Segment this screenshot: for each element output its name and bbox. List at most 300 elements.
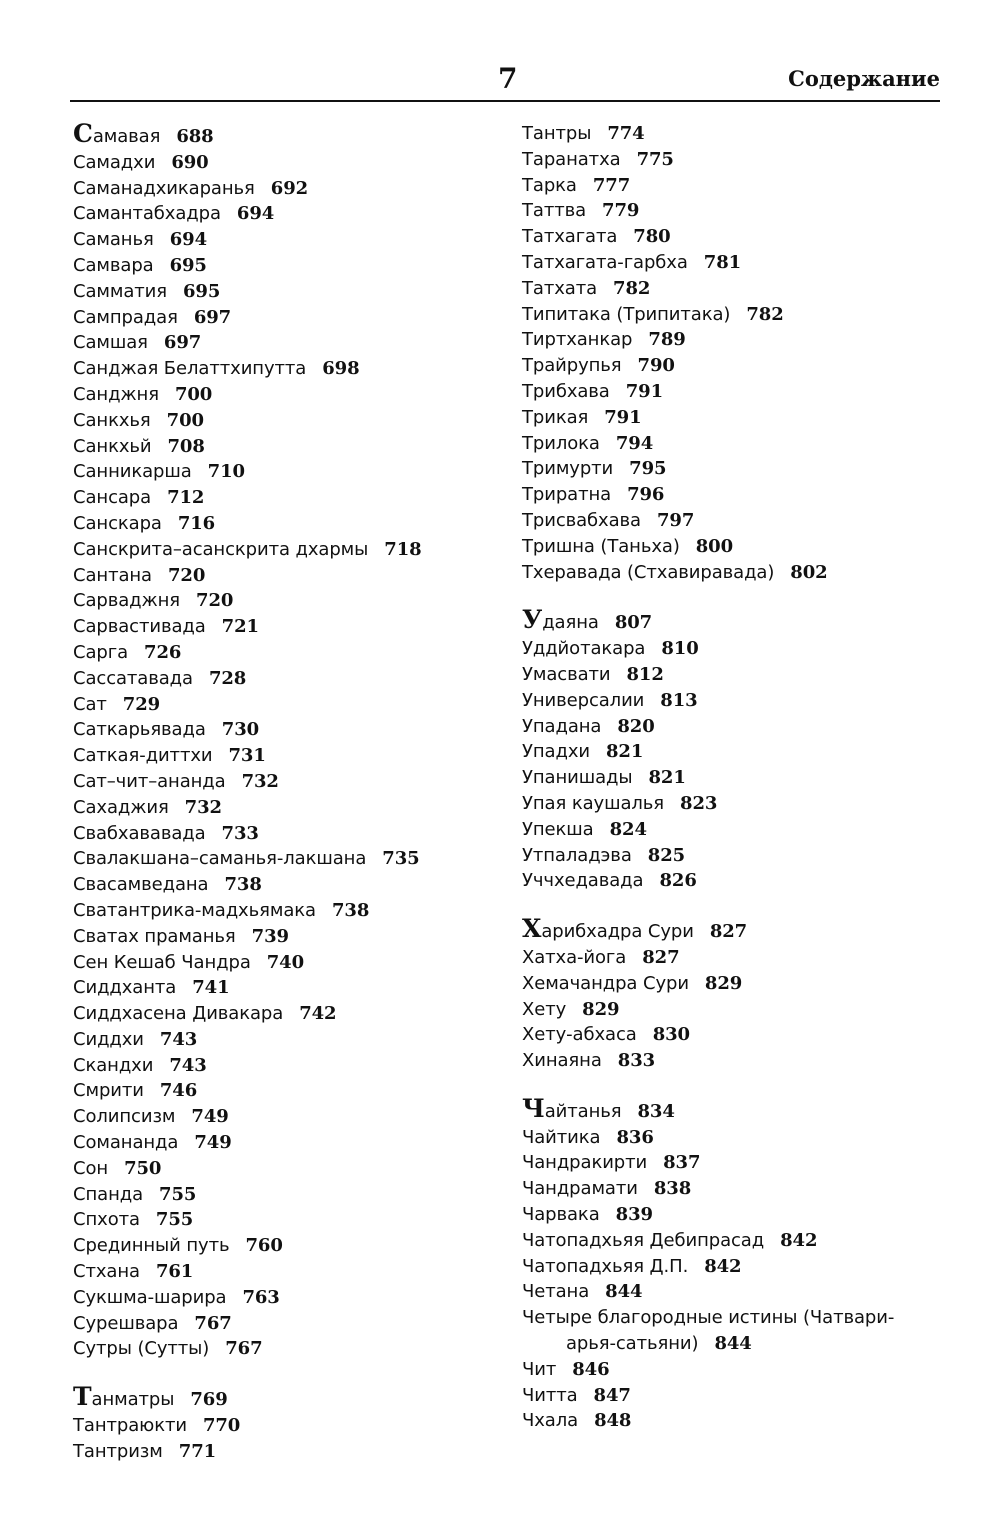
entry-page-number: 826 (659, 870, 697, 892)
index-entry (73, 1285, 493, 1311)
entry-page-number: 738 (331, 899, 370, 921)
entry-term: Хету (522, 998, 567, 1020)
entry-term: Самантабхадра (73, 203, 221, 225)
entry-page-number: 838 (653, 1178, 692, 1200)
entry-page-number: 700 (174, 383, 213, 405)
entry-page-number: 842 (780, 1229, 818, 1251)
entry-page-number: 742 (299, 1003, 337, 1025)
index-entry (73, 1336, 493, 1362)
index-entry (73, 305, 493, 331)
entry-term: Сат (73, 693, 107, 715)
index-entry (522, 714, 942, 740)
index-column-right (522, 121, 942, 1434)
entry-term: Сампрадая (73, 306, 178, 328)
index-entry (73, 150, 493, 176)
entry-page-number: 769 (190, 1389, 228, 1411)
entry-term: Сарвастивада (73, 616, 206, 638)
entry-term: Сассатавада (73, 667, 193, 689)
index-entry (73, 640, 493, 666)
entry-term: Тантризм (73, 1440, 163, 1462)
index-entry (522, 997, 942, 1023)
index-entry (522, 916, 942, 945)
index-entry (73, 1001, 493, 1027)
index-entry (73, 176, 493, 202)
index-entry (73, 769, 493, 795)
entry-term: Сарваджня (73, 590, 181, 612)
entry-term: Санкхьй (73, 435, 152, 457)
entry-page-number: 721 (221, 616, 259, 638)
entry-term: Четана (522, 1281, 590, 1303)
entry-page-number: 810 (661, 638, 699, 660)
entry-page-number: 763 (242, 1286, 280, 1308)
entry-term: Трилока (522, 432, 600, 454)
entry-page-number: 827 (642, 946, 680, 968)
entry-page-number: 847 (593, 1384, 631, 1406)
entry-term: Татхагата (522, 226, 618, 248)
entry-page-number: 710 (207, 461, 245, 483)
entry-page-number: 739 (251, 925, 289, 947)
entry-term: Сватантрика-мадхьямака (73, 899, 316, 921)
entry-page-number: 767 (225, 1338, 263, 1360)
entry-term: Чандракирти (522, 1152, 648, 1174)
entry-page-number: 844 (605, 1281, 643, 1303)
entry-page-number: 836 (616, 1126, 654, 1148)
entry-term: Таранатха (522, 148, 621, 170)
index-entry (522, 1150, 942, 1176)
index-entry (73, 408, 493, 434)
entry-page-number: 708 (167, 435, 205, 457)
entry-term: Санджая Белаттхипутта (73, 358, 307, 380)
entry-term: Тхеравада (Стхавиравада) (522, 561, 775, 583)
index-entry (522, 607, 942, 636)
index-entry (522, 534, 942, 560)
entry-term: Сукшма-шарира (73, 1286, 227, 1308)
index-entry (522, 817, 942, 843)
entry-page-number: 791 (604, 406, 642, 428)
entry-page-number: 741 (192, 977, 230, 999)
entry-page-number: 726 (144, 641, 182, 663)
entry-term: Сахаджия (73, 796, 169, 818)
entry-term: Спхота (73, 1209, 140, 1231)
index-column-left (73, 121, 493, 1465)
entry-page-number: 771 (178, 1440, 217, 1462)
index-entry (73, 1207, 493, 1233)
entry-term: Утпаладэва (522, 844, 632, 866)
entry-term: арья-сатьяни) (566, 1333, 699, 1355)
entry-term: Типитака (Трипитака) (522, 303, 731, 325)
entry-term: Саткарьявада (73, 719, 206, 741)
entry-term: Сарга (73, 641, 129, 663)
entry-term: Триратна (522, 484, 612, 506)
entry-term: Срединный путь (73, 1235, 230, 1257)
entry-term: Четыре благородные истины (Чатвари- (522, 1307, 895, 1329)
index-entry (522, 508, 942, 534)
entry-term: амавая (92, 126, 161, 147)
index-entry (522, 1228, 942, 1254)
index-entry (73, 1053, 493, 1079)
entry-term: Упадхи (522, 741, 590, 763)
entry-term: Упая каушалья (522, 792, 665, 814)
index-entry (73, 511, 493, 537)
running-header (70, 62, 940, 100)
entry-term: Трикая (522, 406, 589, 428)
entry-term: Солипсизм (73, 1106, 176, 1128)
entry-page-number: 740 (266, 951, 305, 973)
index-entry (73, 1233, 493, 1259)
index-entry (522, 1279, 942, 1305)
index-entry (73, 1259, 493, 1285)
entry-term: Чарвака (522, 1204, 600, 1226)
index-entry (522, 1331, 942, 1357)
entry-page-number: 807 (614, 612, 653, 634)
entry-term: Санникарша (73, 461, 192, 483)
entry-page-number: 720 (167, 564, 206, 586)
entry-term: Универсалии (522, 689, 645, 711)
entry-page-number: 760 (245, 1235, 283, 1257)
entry-term: Хинаяна (522, 1050, 602, 1072)
entry-page-number: 749 (194, 1132, 232, 1154)
entry-term: Свалакшана–саманья-лакшана (73, 848, 367, 870)
entry-term: Саманья (73, 229, 154, 251)
index-entry (522, 1048, 942, 1074)
entry-term: даяна (542, 612, 599, 634)
entry-term: Сат–чит–ананда (73, 770, 226, 792)
section-initial-letter: Т (73, 1382, 92, 1412)
entry-term: Тиртханкар (522, 329, 633, 351)
index-entry (522, 1408, 942, 1434)
entry-page-number: 833 (617, 1050, 656, 1072)
entry-term: Татхагата-гарбха (522, 251, 688, 273)
index-entry (522, 945, 942, 971)
entry-term: Скандхи (73, 1054, 154, 1076)
entry-page-number: 770 (202, 1415, 241, 1437)
entry-page-number: 797 (656, 509, 695, 531)
index-entry (73, 1413, 493, 1439)
index-entry (73, 717, 493, 743)
entry-term: Трибхава (522, 380, 610, 402)
index-entry (73, 279, 493, 305)
index-entry (522, 224, 942, 250)
entry-page-number: 789 (648, 329, 686, 351)
entry-page-number: 695 (183, 280, 221, 302)
index-entry (522, 431, 942, 457)
entry-term: Сомананда (73, 1132, 179, 1154)
index-entry (522, 868, 942, 894)
entry-term: Упадана (522, 715, 602, 737)
entry-term: Таттва (522, 200, 587, 222)
entry-page-number: 800 (695, 535, 734, 557)
entry-page-number: 750 (124, 1157, 162, 1179)
entry-term: Санскрита–асанскрита дхармы (73, 538, 369, 560)
running-title: Содержание (788, 66, 940, 91)
index-entry (522, 276, 942, 302)
index-entry (73, 1130, 493, 1156)
entry-term: Свасамведана (73, 874, 209, 896)
entry-term: Санджня (73, 383, 159, 405)
entry-page-number: 791 (625, 380, 664, 402)
entry-page-number: 779 (602, 200, 640, 222)
header-rule (70, 100, 940, 102)
entry-term: Тримурти (522, 458, 614, 480)
entry-page-number: 720 (196, 590, 234, 612)
index-entry (522, 1093, 942, 1125)
entry-term: Сантана (73, 564, 152, 586)
entry-page-number: 743 (169, 1054, 207, 1076)
entry-page-number: 824 (609, 818, 647, 840)
entry-term: Смрити (73, 1080, 144, 1102)
entry-term: Самшая (73, 332, 148, 354)
entry-term: Татхата (522, 277, 598, 299)
entry-term: Стхана (73, 1261, 140, 1283)
entry-term: айтанья (544, 1100, 622, 1122)
entry-page-number: 767 (194, 1312, 232, 1334)
entry-page-number: 728 (208, 667, 247, 689)
index-entry (73, 459, 493, 485)
entry-page-number: 812 (626, 663, 664, 685)
index-entry (73, 1439, 493, 1465)
entry-page-number: 796 (627, 484, 665, 506)
entry-page-number: 794 (615, 432, 654, 454)
index-entry (522, 1176, 942, 1202)
index-entry (73, 614, 493, 640)
index-entry (73, 1156, 493, 1182)
entry-page-number: 712 (167, 487, 205, 509)
entry-page-number: 827 (709, 921, 748, 943)
index-entry (73, 950, 493, 976)
entry-page-number: 730 (221, 719, 260, 741)
entry-page-number: 697 (193, 306, 232, 328)
entry-term: Чхала (522, 1410, 579, 1432)
entry-page-number: 700 (166, 409, 204, 431)
index-entry (73, 121, 493, 150)
index-entry (522, 121, 942, 147)
entry-term: Хатха-йога (522, 946, 627, 968)
entry-term: Сиддханта (73, 977, 177, 999)
index-entry (522, 1305, 942, 1331)
entry-page-number: 829 (582, 998, 620, 1020)
entry-term: Читта (522, 1384, 578, 1406)
index-entry (73, 537, 493, 563)
index-entry (522, 1383, 942, 1409)
index-entry (73, 1311, 493, 1337)
section-initial-letter: Ч (522, 1093, 545, 1123)
entry-page-number: 735 (382, 848, 420, 870)
entry-term: Тарка (522, 174, 577, 196)
index-entry (73, 1384, 493, 1413)
entry-page-number: 716 (177, 512, 216, 534)
entry-term: Трайрупья (522, 355, 622, 377)
index-entry (522, 327, 942, 353)
entry-page-number: 688 (176, 126, 214, 147)
index-entry (73, 795, 493, 821)
index-entry (73, 227, 493, 253)
entry-page-number: 695 (169, 254, 207, 276)
index-entry (522, 739, 942, 765)
entry-term: Саманадхикаранья (73, 177, 255, 199)
index-entry (522, 843, 942, 869)
index-entry (522, 1254, 942, 1280)
entry-page-number: 795 (629, 458, 667, 480)
entry-term: Сансара (73, 487, 152, 509)
entry-term: Сиддхасена Дивакара (73, 1003, 284, 1025)
index-entry (73, 382, 493, 408)
index-entry (73, 821, 493, 847)
index-entry (522, 971, 942, 997)
index-entry (522, 662, 942, 688)
entry-page-number: 781 (703, 251, 742, 273)
entry-page-number: 842 (704, 1255, 742, 1277)
entry-term: Самвара (73, 254, 154, 276)
entry-term: Спанда (73, 1183, 144, 1205)
index-entry (73, 485, 493, 511)
entry-page-number: 782 (746, 303, 784, 325)
entry-term: Упанишады (522, 767, 633, 789)
entry-page-number: 821 (648, 767, 686, 789)
entry-page-number: 718 (384, 538, 422, 560)
entry-term: Чит (522, 1358, 557, 1380)
index-entry (73, 253, 493, 279)
entry-term: Упекша (522, 818, 594, 840)
section-initial-letter: У (522, 605, 543, 635)
index-entry (522, 405, 942, 431)
entry-term: Чатопадхьяя Д.П. (522, 1255, 689, 1277)
entry-page-number: 746 (159, 1080, 198, 1102)
entry-term: Сон (73, 1157, 109, 1179)
entry-page-number: 729 (122, 693, 161, 715)
index-entry (73, 1078, 493, 1104)
entry-term: Саткая-диттхи (73, 745, 213, 767)
entry-page-number: 755 (159, 1183, 197, 1205)
entry-term: арибхадра Сури (541, 921, 694, 943)
entry-term: Тантры (522, 123, 592, 144)
entry-page-number: 738 (224, 874, 262, 896)
entry-page-number: 780 (633, 226, 671, 248)
entry-term: Трисвабхава (522, 509, 641, 531)
index-entry (522, 353, 942, 379)
entry-page-number: 846 (572, 1358, 610, 1380)
entry-term: Хету-абхаса (522, 1024, 637, 1046)
index-entry (73, 872, 493, 898)
entry-page-number: 775 (636, 148, 674, 170)
index-entry (73, 1104, 493, 1130)
index-entry (522, 250, 942, 276)
index-entry (73, 898, 493, 924)
index-entry (73, 666, 493, 692)
entry-page-number: 823 (680, 792, 718, 814)
entry-page-number: 694 (169, 229, 207, 251)
entry-page-number: 731 (228, 745, 266, 767)
index-entry (522, 482, 942, 508)
entry-term: Санкхья (73, 409, 151, 431)
entry-term: Сиддхи (73, 1028, 144, 1050)
index-entry (522, 636, 942, 662)
index-entry (73, 201, 493, 227)
entry-term: Тришна (Таньха) (522, 535, 680, 557)
entry-page-number: 692 (270, 177, 309, 199)
entry-page-number: 848 (594, 1410, 632, 1432)
entry-page-number: 697 (163, 332, 202, 354)
entry-page-number: 821 (605, 741, 644, 763)
index-entry (73, 692, 493, 718)
entry-page-number: 733 (221, 822, 259, 844)
entry-page-number: 690 (171, 151, 209, 173)
section-initial-letter: С (73, 119, 93, 148)
entry-page-number: 837 (663, 1152, 701, 1174)
index-entry (522, 302, 942, 328)
entry-term: Санскара (73, 512, 162, 534)
entry-page-number: 790 (637, 355, 675, 377)
index-entry (73, 743, 493, 769)
entry-page-number: 825 (647, 844, 686, 866)
entry-term: Сурешвара (73, 1312, 179, 1334)
entry-page-number: 732 (241, 770, 279, 792)
index-entry (73, 330, 493, 356)
index-entry (522, 688, 942, 714)
entry-term: Сутры (Сутты) (73, 1338, 210, 1360)
index-entry (73, 356, 493, 382)
entry-term: Сватах праманья (73, 925, 236, 947)
index-entry (73, 434, 493, 460)
entry-page-number: 782 (613, 277, 651, 299)
entry-page-number: 694 (236, 203, 275, 225)
page-number: 7 (498, 62, 518, 95)
entry-page-number: 820 (617, 715, 655, 737)
entry-page-number: 743 (159, 1028, 198, 1050)
index-entry (522, 456, 942, 482)
index-entry (522, 1022, 942, 1048)
index-entry (73, 1027, 493, 1053)
entry-term: Самадхи (73, 151, 156, 173)
entry-page-number: 839 (615, 1204, 653, 1226)
section-initial-letter: Х (522, 914, 542, 944)
index-entry (522, 147, 942, 173)
entry-page-number: 802 (790, 561, 828, 583)
index-entry (522, 173, 942, 199)
entry-page-number: 749 (191, 1106, 229, 1128)
entry-term: Уччхедавада (522, 870, 644, 892)
entry-page-number: 774 (607, 123, 645, 144)
entry-page-number: 830 (652, 1024, 690, 1046)
index-entry (522, 379, 942, 405)
entry-page-number: 844 (714, 1333, 752, 1355)
entry-term: анматры (91, 1389, 175, 1411)
entry-term: Тантраюкти (73, 1415, 187, 1437)
entry-term: Свабхававада (73, 822, 206, 844)
entry-page-number: 761 (155, 1261, 194, 1283)
index-entry (522, 765, 942, 791)
entry-term: Чандрамати (522, 1178, 638, 1200)
entry-term: Чайтика (522, 1126, 601, 1148)
entry-term: Хемачандра Сури (522, 972, 689, 994)
entry-page-number: 732 (184, 796, 222, 818)
entry-page-number: 698 (322, 358, 360, 380)
index-entry (73, 846, 493, 872)
index-entry (73, 1182, 493, 1208)
index-entry (522, 1202, 942, 1228)
index-entry (73, 563, 493, 589)
index-entry (73, 975, 493, 1001)
index-entry (522, 198, 942, 224)
index-entry (522, 791, 942, 817)
entry-page-number: 813 (660, 689, 698, 711)
entry-term: Сен Кешаб Чандра (73, 951, 251, 973)
index-entry (73, 588, 493, 614)
index-entry (522, 1125, 942, 1151)
index-entry (522, 560, 942, 586)
entry-term: Самматия (73, 280, 167, 302)
entry-term: Уддйотакара (522, 638, 646, 660)
entry-page-number: 777 (592, 174, 631, 196)
